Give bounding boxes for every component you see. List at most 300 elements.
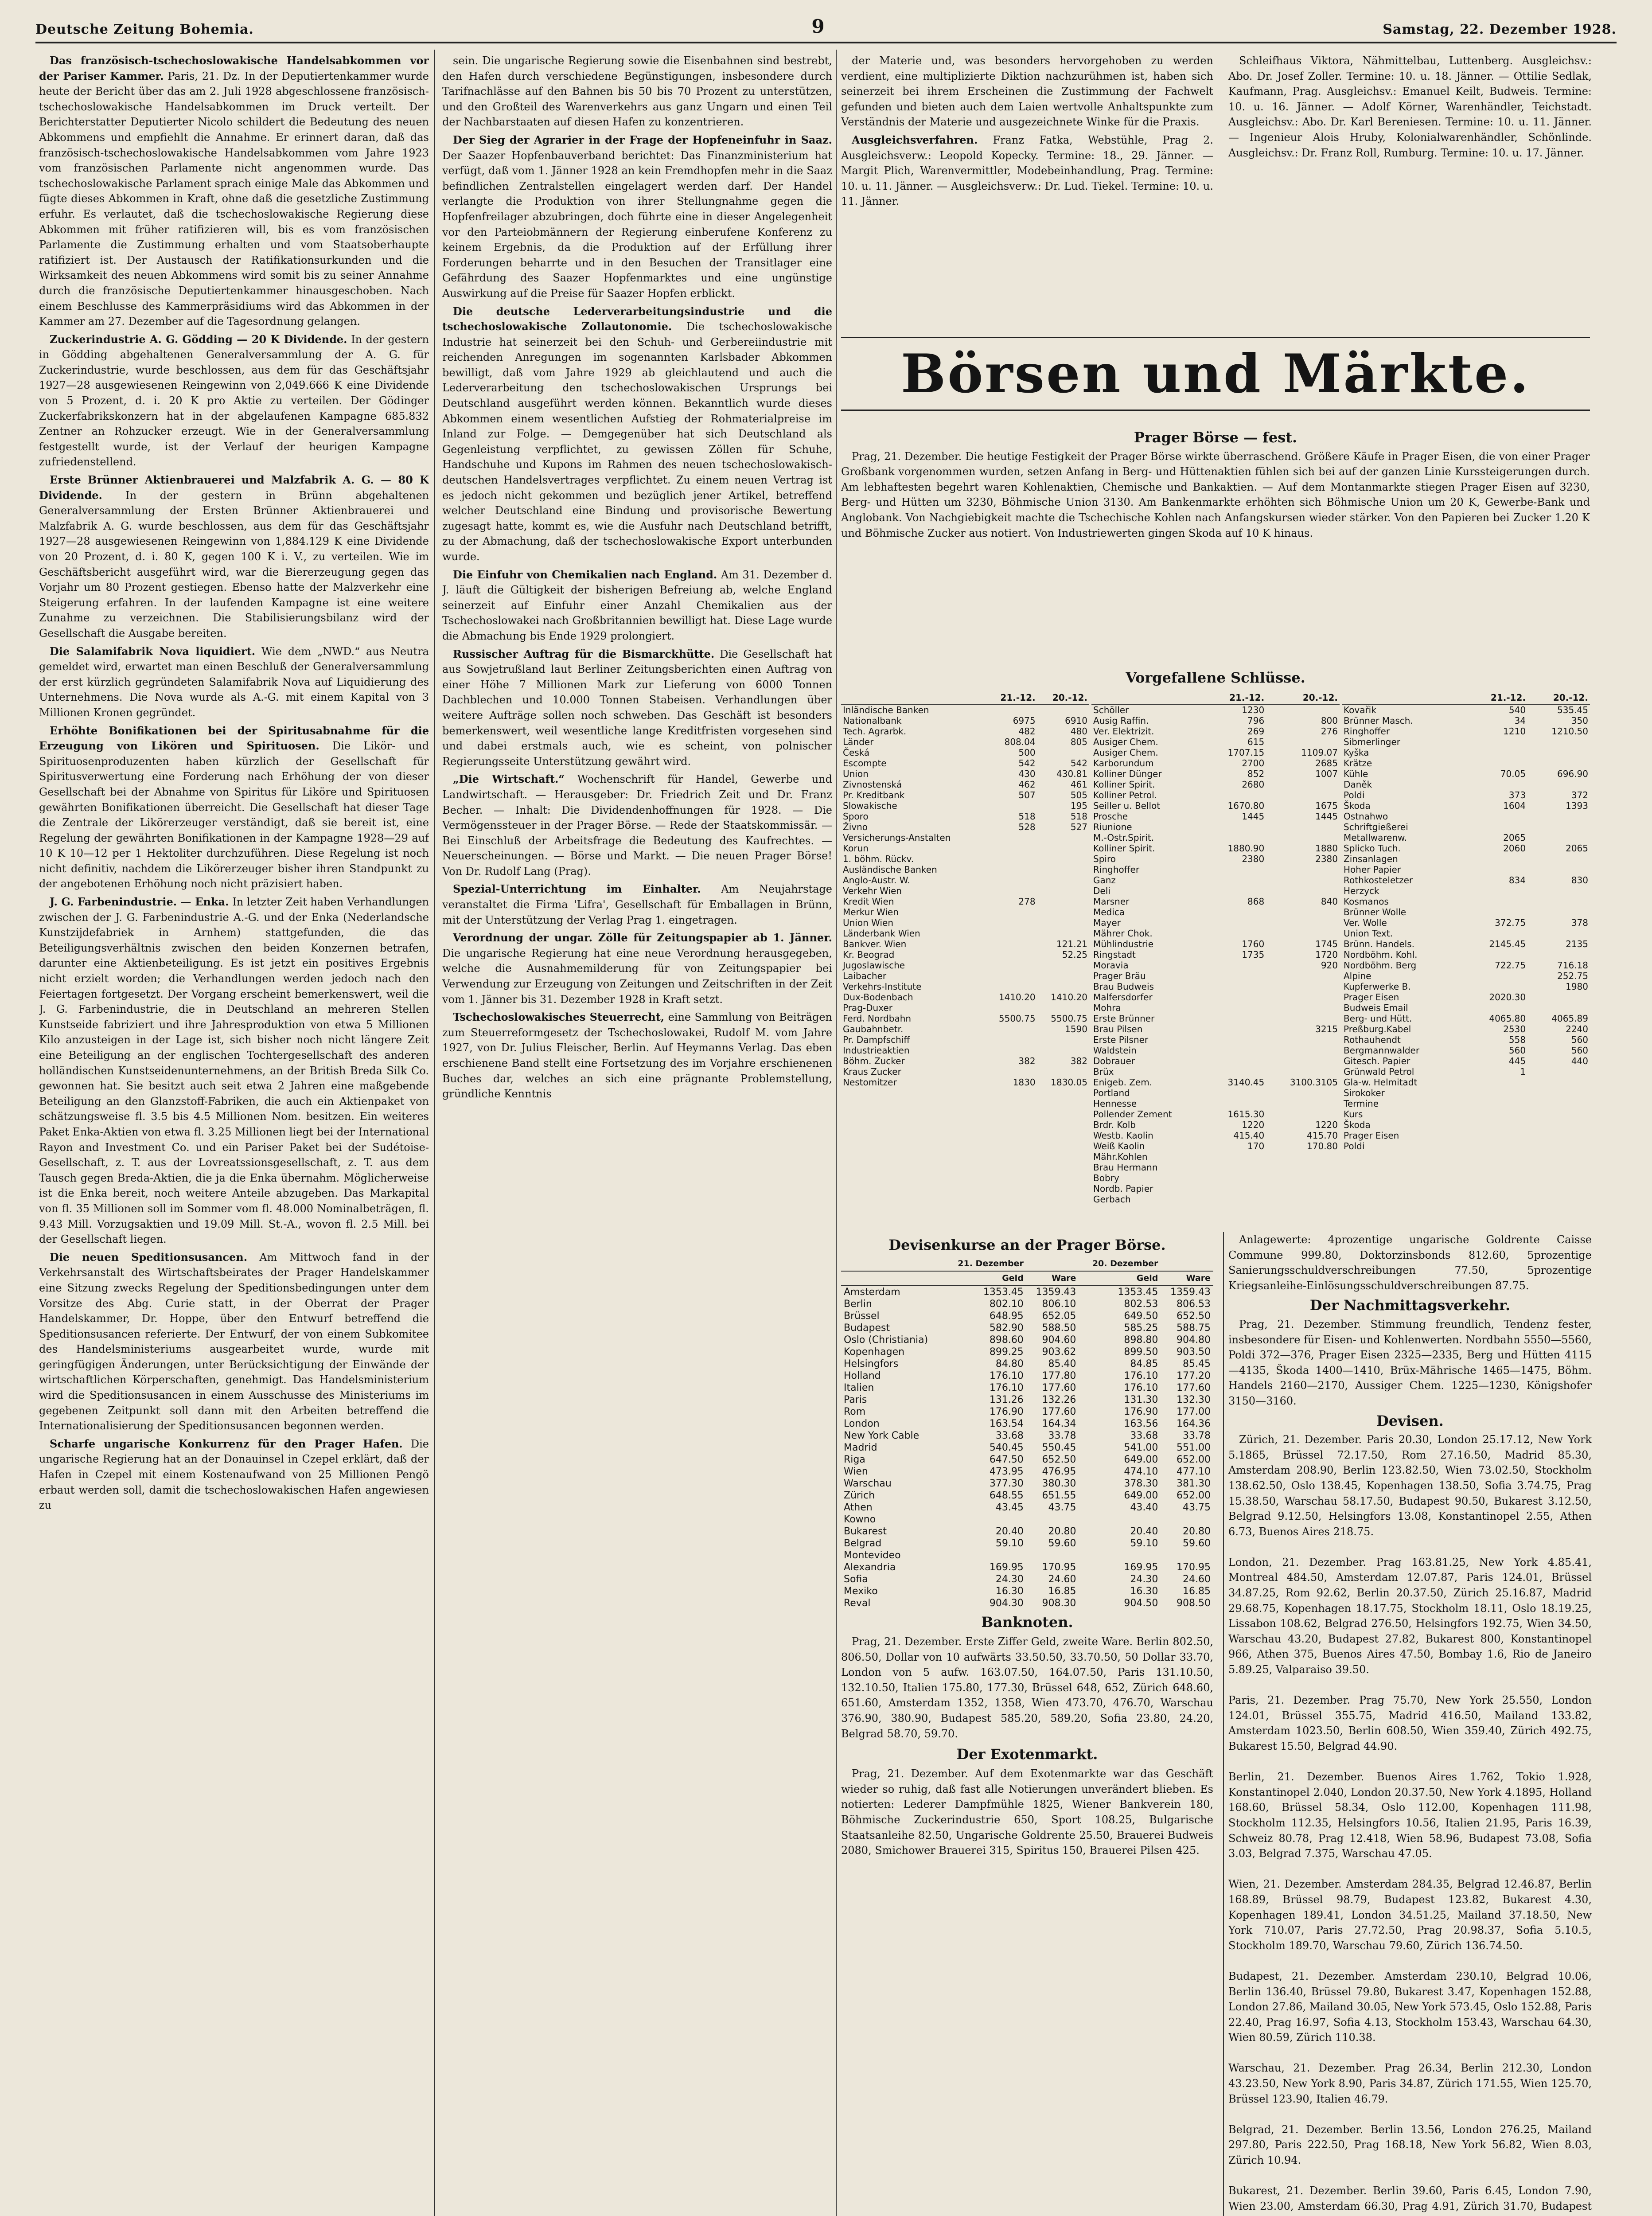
security-name: Prag-Duxer: [843, 1003, 892, 1013]
table-row: [1091, 1109, 1340, 1120]
price-cell: [1527, 854, 1590, 864]
rate-cell: 169.95: [989, 1562, 1024, 1573]
rate-cell: 24.30: [995, 1574, 1024, 1585]
rate-cell: 904.30: [989, 1598, 1024, 1609]
rate-cell: 588.50: [1042, 1323, 1076, 1334]
table-row: [841, 939, 1089, 949]
devisen-title: Devisen.: [1376, 1412, 1444, 1429]
price-cell: [1209, 875, 1266, 886]
security-name: 1. böhm. Rückv.: [843, 854, 914, 864]
rate-cell: 84.85: [1130, 1358, 1158, 1369]
price-cell: 796: [1247, 715, 1265, 726]
price-cell: [985, 949, 1037, 960]
table-row: [841, 1286, 1213, 1298]
price-cell: [1209, 992, 1266, 1003]
security-name: Anglo-Austr. W.: [843, 875, 910, 886]
price-cell: [985, 704, 1037, 715]
article-paragraph: [442, 772, 832, 879]
rate-cell: 899.25: [989, 1346, 1024, 1358]
table-row: [841, 1406, 1213, 1418]
price-cell: [985, 1034, 1037, 1045]
table-row: [841, 1585, 1213, 1597]
exotenmarkt-text: Prag, 21. Dezember. Auf dem Exotenmarkte war das Geschäft wieder so ruhig, daß fast alle Notierungen unverändert blieben. Es notierten: Lederer Dampfmühle 1825, Wiener Bankverein 180, Böhmische Zuckerindustrie 650, Sport 108.25, Bulgarische Staatsanleihe 82.50, Ungarische Goldrente 25.50, Brauerei Budweis 2080, Smichower Brauerei 315, Spiritus 150, Brauerei Pilsen 425.: [841, 1767, 1213, 1857]
section-title-boersen: Börsen und Märkte.: [841, 337, 1590, 411]
table-row: [1091, 1024, 1340, 1034]
rate-cell: 1359.43: [1036, 1287, 1076, 1298]
price-cell: 1410.20: [1051, 992, 1087, 1003]
table-row: [1091, 1173, 1340, 1183]
security-name: Alpine: [1344, 971, 1371, 981]
price-cell: [1209, 1045, 1266, 1056]
price-cell: 1745: [1315, 939, 1338, 949]
security-name: Brüx: [1093, 1066, 1114, 1077]
rate-cell: [1079, 1549, 1161, 1561]
table-row: [1342, 1013, 1590, 1024]
security-name: Sporo: [843, 811, 869, 822]
security-name: Bobry: [1093, 1173, 1119, 1183]
security-name: Pollender Zement: [1093, 1109, 1172, 1120]
table-row: [1342, 981, 1590, 992]
rate-cell: 588.75: [1177, 1323, 1211, 1334]
price-cell: [1266, 1088, 1340, 1098]
price-cell: [1266, 779, 1340, 790]
price-cell: [1266, 981, 1340, 992]
security-name: Ferd. Nordbahn: [843, 1013, 912, 1024]
table-row: [841, 1298, 1213, 1310]
table-row: [1342, 769, 1590, 779]
rate-cell: 43.45: [995, 1502, 1024, 1513]
security-name: Kolliner Petrol.: [1093, 790, 1157, 800]
table-row: [1091, 1151, 1340, 1162]
price-cell: [1037, 917, 1089, 928]
security-name: Pr. Kreditbank: [843, 790, 905, 800]
rate-cell: 170.95: [1177, 1562, 1211, 1573]
price-cell: [985, 1003, 1037, 1013]
rate-cell: 652.00: [1177, 1490, 1211, 1501]
price-cell: 1880.90: [1227, 843, 1265, 854]
security-name: Erste Pilsner: [1093, 1034, 1149, 1045]
rate-cell: 20.40: [1130, 1526, 1158, 1537]
price-cell: [1209, 1173, 1266, 1183]
table-header: [1091, 691, 1209, 704]
price-cell: [985, 886, 1037, 896]
security-name: Brünner Masch.: [1344, 715, 1413, 726]
price-cell: 430: [1018, 769, 1036, 779]
table-row: [1342, 704, 1590, 715]
table-row: [1091, 854, 1340, 864]
article-text: Die tschechoslowakische Industrie hat seinerzeit bei den Schuh- und Gerbereiindustrie mit reichenden Anregungen im sogenannten Karlsbader Abkommen bewilligt, daß vom Jahre 1929 ab gleichlautend und auch die Lederverarbeitung den tschechoslowakischen Ursprungs bei Deutschland ausgeführt werden können. Bekanntlich wurde dieses Abkommen einem wesentlichen Aufstieg der Rohmaterialpreise im Inland zur Folge. — Demgegenüber hat sich Deutschland als Gegenleistung verpflichtet, zu gewissen Zöllen für Schuhe, Handschuhe und Kupons im Rahmen des neuen tschechoslowakisch-deutschen Handelsvertrages verpflichtet. Zu einem neuen Vertrag ist es jedoch nicht gekommen und bezüglich jener Artikel, betreffend welcher Deutschland eine Bindung und provisorische Bewertung zugesagt hatte, kommt es, wie die Ausfuhr nach Deutschland betrifft, zu der Abmachung, daß der tschechoslowakische Export unterbunden wurde.: [442, 320, 832, 563]
table-row: [1091, 1130, 1340, 1141]
security-name: Ringhoffer: [1093, 864, 1140, 875]
price-cell: [1209, 971, 1266, 981]
price-cell: 722.75: [1495, 960, 1526, 971]
security-name: Dux-Bodenbach: [843, 992, 913, 1003]
rate-cell: 170.95: [1042, 1562, 1076, 1573]
price-cell: [1037, 704, 1089, 715]
price-cell: 505: [1070, 790, 1087, 800]
price-cell: 852: [1247, 769, 1265, 779]
table-header: 20.-12.: [1266, 691, 1340, 704]
table-row: [1091, 1045, 1340, 1056]
price-cell: [1209, 1194, 1266, 1205]
price-cell: 6910: [1065, 715, 1087, 726]
price-cell: 252.75: [1557, 971, 1588, 981]
rate-cell: 177.60: [1042, 1406, 1076, 1417]
table-row: [1342, 811, 1590, 822]
rate-cell: 652.00: [1177, 1454, 1211, 1465]
security-name: Splicko Tuch.: [1344, 843, 1401, 854]
price-cell: 1445: [1242, 811, 1265, 822]
currency-place: Budapest: [844, 1323, 890, 1334]
price-cell: 696.90: [1557, 769, 1588, 779]
table-row: [841, 1334, 1213, 1346]
currency-place: Madrid: [844, 1442, 877, 1453]
price-cell: 4065.80: [1489, 1013, 1526, 1024]
table-row: [1342, 875, 1590, 886]
price-cell: 507: [1018, 790, 1036, 800]
table-row: [841, 1066, 1089, 1077]
rate-cell: 1359.43: [1170, 1287, 1211, 1298]
table-row: [841, 1442, 1213, 1454]
price-cell: [1209, 1066, 1266, 1077]
security-name: Škoda: [1344, 1120, 1371, 1130]
price-cell: [985, 960, 1037, 971]
price-cell: 1735: [1242, 949, 1265, 960]
price-cell: [1465, 1088, 1527, 1098]
currency-place: Bukarest: [844, 1526, 887, 1537]
price-cell: 1230: [1242, 705, 1265, 715]
table-row: [841, 1056, 1089, 1066]
table-row: [1091, 726, 1340, 737]
prager-boerse-title: Prager Börse — fest.: [1134, 429, 1297, 446]
price-cell: 1210: [1503, 726, 1526, 737]
article-paragraph: [39, 472, 429, 641]
price-cell: 834: [1508, 875, 1526, 886]
security-name: Deli: [1093, 886, 1110, 896]
security-name: Kraus Zucker: [843, 1066, 901, 1077]
price-cell: 540: [1508, 705, 1526, 715]
rate-cell: [1161, 1549, 1213, 1561]
price-cell: [1465, 1130, 1527, 1141]
table-row: [1342, 854, 1590, 864]
security-name: Ringstadt: [1093, 949, 1136, 960]
security-name: Waldstein: [1093, 1045, 1137, 1056]
rate-cell: 476.95: [1042, 1466, 1076, 1477]
rate-cell: 652.05: [1042, 1311, 1076, 1322]
price-cell: [1266, 1173, 1340, 1183]
price-cell: 542: [1018, 758, 1036, 769]
price-cell: [1209, 1056, 1266, 1066]
article-paragraph: [39, 1436, 429, 1513]
article-headline: Russischer Auftrag für die Bismarckhütte.: [453, 647, 715, 660]
rate-cell: 177.00: [1177, 1406, 1211, 1417]
security-name: Verkehrs-Institute: [843, 981, 922, 992]
table-row: [1342, 779, 1590, 790]
article-headline: Spezial-Unterrichtung im Einhalter.: [453, 882, 701, 896]
security-name: Laibacher: [843, 971, 887, 981]
nachmittag-title: Der Nachmittagsverkehr.: [1309, 1297, 1511, 1314]
price-cell: [985, 843, 1037, 854]
article-headline: Erste Brünner Aktienbrauerei und Malzfabrik A. G. — 80 K Dividende.: [39, 473, 429, 502]
security-name: Prager Eisen: [1344, 1130, 1399, 1141]
price-cell: [1465, 854, 1527, 864]
price-cell: [1266, 1034, 1340, 1045]
security-name: M.-Ostr.Spirit.: [1093, 832, 1154, 843]
currency-place: Italien: [844, 1382, 874, 1393]
table-header: Ware: [1161, 1271, 1213, 1286]
table-row: [1342, 822, 1590, 832]
rate-cell: 85.40: [1048, 1358, 1076, 1369]
security-name: Ringhoffer: [1344, 726, 1390, 737]
table-row: [1091, 949, 1340, 960]
security-name: Seiller u. Bellot: [1093, 800, 1161, 811]
article-paragraph: [39, 53, 429, 329]
table-row: [841, 1358, 1213, 1370]
table-row: [841, 1537, 1213, 1549]
rate-cell: 908.30: [1042, 1598, 1076, 1609]
page-number: 9: [811, 16, 825, 37]
table-row: [841, 1034, 1089, 1045]
table-row: [1091, 917, 1340, 928]
currency-place: Brüssel: [844, 1311, 880, 1322]
rate-cell: 648.55: [989, 1490, 1024, 1501]
rate-cell: 904.60: [1042, 1334, 1076, 1346]
price-cell: 2380: [1315, 854, 1338, 864]
price-cell: [1209, 822, 1266, 832]
rate-cell: 176.10: [1124, 1370, 1158, 1381]
date-header: [1161, 1257, 1213, 1271]
price-cell: 800: [1321, 715, 1338, 726]
article-headline: Die Salamifabrik Nova liquidiert.: [50, 644, 256, 658]
rate-cell: 649.00: [1124, 1454, 1158, 1465]
price-cell: [1266, 1066, 1340, 1077]
price-cell: [1465, 811, 1527, 822]
table-row: [841, 737, 1089, 747]
price-cell: [1037, 747, 1089, 758]
date-header: [1026, 1257, 1079, 1271]
table-row: [1342, 864, 1590, 875]
table-row: [1342, 1141, 1590, 1151]
security-name: Spiro: [1093, 854, 1116, 864]
price-cell: [1266, 886, 1340, 896]
price-cell: [1037, 928, 1089, 939]
column-3a: [841, 53, 1213, 328]
table-row: [1091, 939, 1340, 949]
price-cell: [1266, 1045, 1340, 1056]
price-cell: [1465, 928, 1527, 939]
price-cell: 558: [1508, 1034, 1526, 1045]
security-name: Brdr. Kolb: [1093, 1120, 1136, 1130]
article-headline: Verordnung der ungar. Zölle für Zeitungspapier ab 1. Jänner.: [453, 931, 832, 944]
table-row: [841, 1549, 1213, 1561]
table-row: [1342, 758, 1590, 769]
security-name: Živno: [843, 822, 868, 832]
price-cell: 5500.75: [998, 1013, 1036, 1024]
table-header: [841, 1271, 944, 1286]
article-text: Am Neujahrstage veranstaltet die Firma 'Lifra', Gesellschaft für Emballagen in Brünn, mit der Unterstützung der Verlag Prag 1. eingetragen.: [442, 883, 832, 926]
price-cell: [1266, 1003, 1340, 1013]
table-row: [841, 864, 1089, 875]
price-cell: 535.45: [1557, 705, 1588, 715]
security-name: Zivnostenská: [843, 779, 902, 790]
column-rule: [434, 50, 435, 2216]
newspaper-name: Deutsche Zeitung Bohemia.: [35, 22, 254, 37]
table-row: [841, 800, 1089, 811]
currency-place: Berlin: [844, 1299, 872, 1310]
price-cell: 2680: [1242, 779, 1265, 790]
price-cell: [1209, 1088, 1266, 1098]
security-name: Berg- und Hütt.: [1344, 1013, 1412, 1024]
price-cell: [1527, 1141, 1590, 1151]
price-cell: [1037, 1066, 1089, 1077]
rate-cell: [1161, 1514, 1213, 1525]
table-row: [1342, 1077, 1590, 1088]
table-row: [1091, 896, 1340, 907]
price-cell: 560: [1571, 1034, 1588, 1045]
price-cell: [1266, 1109, 1340, 1120]
table-row: [1342, 715, 1590, 726]
security-name: Nordböhm. Berg: [1344, 960, 1417, 971]
article-text: Die ungarische Regierung hat an der Donauinsel in Czepel erklärt, daß der Hafen in Czepel mit einem Kostenaufwand von 25 Millionen Pengö erbaut werden soll, damit die tschechoslowakischen Hafen angewiesen zu: [39, 1437, 429, 1512]
price-cell: [985, 981, 1037, 992]
table-row: [841, 758, 1089, 769]
table-row: [1342, 917, 1590, 928]
price-cell: [1527, 949, 1590, 960]
security-name: Ausländische Banken: [843, 864, 937, 875]
table-row: [1091, 769, 1340, 779]
article-headline: J. G. Farbenindustrie. — Enka.: [50, 895, 229, 909]
exotenmarkt-title: Der Exotenmarkt.: [956, 1746, 1098, 1763]
price-cell: [1037, 832, 1089, 843]
security-name: Merkur Wien: [843, 907, 899, 917]
schluesse-title: Vorgefallene Schlüsse.: [1126, 669, 1305, 686]
table-row: [1342, 896, 1590, 907]
security-name: Mühlindustrie: [1093, 939, 1154, 949]
security-name: Kolliner Spirit.: [1093, 779, 1155, 790]
security-name: Poldi: [1344, 790, 1365, 800]
table-row: [1091, 1066, 1340, 1077]
rate-cell: 163.54: [989, 1418, 1024, 1429]
rate-cell: 903.50: [1177, 1346, 1211, 1358]
rate-cell: 652.50: [1042, 1454, 1076, 1465]
security-name: Ausig Raffin.: [1093, 715, 1149, 726]
table-row: [1091, 1013, 1340, 1024]
price-cell: [1037, 1034, 1089, 1045]
price-cell: 378: [1571, 917, 1588, 928]
price-cell: [1465, 758, 1527, 769]
security-name: Kolliner Spirit.: [1093, 843, 1155, 854]
rate-cell: 33.78: [1183, 1430, 1211, 1441]
table-row: [841, 1003, 1089, 1013]
price-cell: 430.81: [1056, 769, 1087, 779]
rate-cell: [1079, 1514, 1161, 1525]
rate-cell: 84.80: [995, 1358, 1024, 1369]
security-name: Union Text.: [1344, 928, 1393, 939]
security-name: Rothauhendt: [1344, 1034, 1401, 1045]
rate-cell: [1026, 1514, 1079, 1525]
prager-boerse-text: Prag, 21. Dezember. Die heutige Festigkeit der Prager Börse wirkte überraschend. Größere Käufe in Prager Eisen, die von einer Prager Großbank vorgenommen wurden, setzen Anfang in Berg- und Hüttenaktien fühlen sich bei auf der ganzen Linie Kurssteigerungen durch. Am lebhaftesten begehrt waren Kohlenaktien, Chemische und Bankaktien. — Auf dem Montanmarkte stiegen Prager Eisen auf 3230, Berg- und Hütten um 3230, Böhmische Union 3130. Am Bankenmarkte erhöhten sich Böhmische Union um 20 K, Gewerbe-Bank und Anglobank. Von Nachgiebigkeit machte die Tschechische Kohlen nach Anfangskursen wieder stärker. Von den Papieren bei Zucker 1.20 K und Böhmische Zucker aus notiert. Von Industriewerten gingen Skoda auf 10 K hinaus.: [841, 450, 1590, 539]
security-name: Sibmerlinger: [1344, 737, 1400, 747]
price-cell: 1720: [1315, 949, 1338, 960]
price-cell: [1266, 992, 1340, 1003]
rate-cell: 651.55: [1042, 1490, 1076, 1501]
price-cell: [1527, 1109, 1590, 1120]
table-row: [841, 917, 1089, 928]
price-cell: [1465, 971, 1527, 981]
price-cell: 716.18: [1557, 960, 1588, 971]
price-cell: [1037, 971, 1089, 981]
security-name: Krätze: [1344, 758, 1372, 769]
table-row: [841, 960, 1089, 971]
price-cell: 1590: [1065, 1024, 1087, 1034]
security-name: Škoda: [1344, 800, 1371, 811]
security-name: Kolliner Dünger: [1093, 769, 1162, 779]
currency-place: Zürich: [844, 1490, 875, 1501]
price-cell: [1266, 907, 1340, 917]
price-cell: [1266, 1013, 1340, 1024]
table-row: [841, 981, 1089, 992]
price-cell: 170: [1247, 1141, 1265, 1151]
price-cell: 440: [1571, 1056, 1588, 1066]
price-cell: [1209, 1003, 1266, 1013]
price-cell: 2685: [1315, 758, 1338, 769]
table-row: [1342, 960, 1590, 971]
schluesse-block-2: [1091, 691, 1340, 1228]
rate-cell: 802.10: [989, 1299, 1024, 1310]
price-cell: 1445: [1315, 811, 1338, 822]
price-cell: [1527, 896, 1590, 907]
price-cell: 1830: [1013, 1077, 1036, 1088]
price-cell: [985, 917, 1037, 928]
table-row: [1091, 1056, 1340, 1066]
price-cell: [1037, 960, 1089, 971]
rate-cell: 85.45: [1183, 1358, 1211, 1369]
table-row: [841, 1322, 1213, 1334]
price-cell: 2380: [1242, 854, 1265, 864]
price-cell: 808.04: [1004, 737, 1036, 747]
right-market-column: [1228, 1232, 1592, 2216]
table-row: [1091, 907, 1340, 917]
security-name: Enigeb. Zem.: [1093, 1077, 1153, 1088]
price-cell: 805: [1070, 737, 1087, 747]
price-cell: 560: [1571, 1045, 1588, 1056]
price-cell: [1465, 1098, 1527, 1109]
table-row: [841, 1418, 1213, 1430]
table-row: [1342, 1098, 1590, 1109]
price-cell: [1266, 1194, 1340, 1205]
price-cell: 372.75: [1495, 917, 1526, 928]
security-name: Kurs: [1344, 1109, 1363, 1120]
rate-cell: 33.68: [995, 1430, 1024, 1441]
price-cell: [1527, 1077, 1590, 1088]
rate-cell: 131.30: [1124, 1394, 1158, 1405]
table-header: 20.-12.: [1527, 691, 1590, 704]
article-text: sein. Die ungarische Regierung sowie die Eisenbahnen sind bestrebt, den Hafen durch verschiedene Begünstigungen, insbesondere durch Tarifnachlässe auf den Bahnen bis 50 bis 70 Prozent zu unterstützen, und den Großteil des Warenverkehrs aus ganz Ungarn und einen Teil der Nachbarstaaten auf diesen Hafen zu konzentrieren.: [442, 55, 832, 129]
currency-place: New York Cable: [844, 1430, 920, 1441]
rate-cell: 176.10: [1124, 1382, 1158, 1393]
security-name: Gerbach: [1093, 1194, 1131, 1205]
currency-place: Paris: [844, 1394, 867, 1405]
rate-cell: 16.85: [1048, 1586, 1076, 1597]
currency-place: Oslo (Christiania): [844, 1334, 928, 1346]
rate-cell: 649.50: [1124, 1311, 1158, 1322]
price-cell: [1465, 1003, 1527, 1013]
price-cell: 52.25: [1062, 949, 1087, 960]
table-row: [1091, 1003, 1340, 1013]
devisenkurse-title: Devisenkurse an der Prager Börse.: [888, 1237, 1166, 1253]
price-cell: [1527, 747, 1590, 758]
price-cell: 528: [1018, 822, 1036, 832]
